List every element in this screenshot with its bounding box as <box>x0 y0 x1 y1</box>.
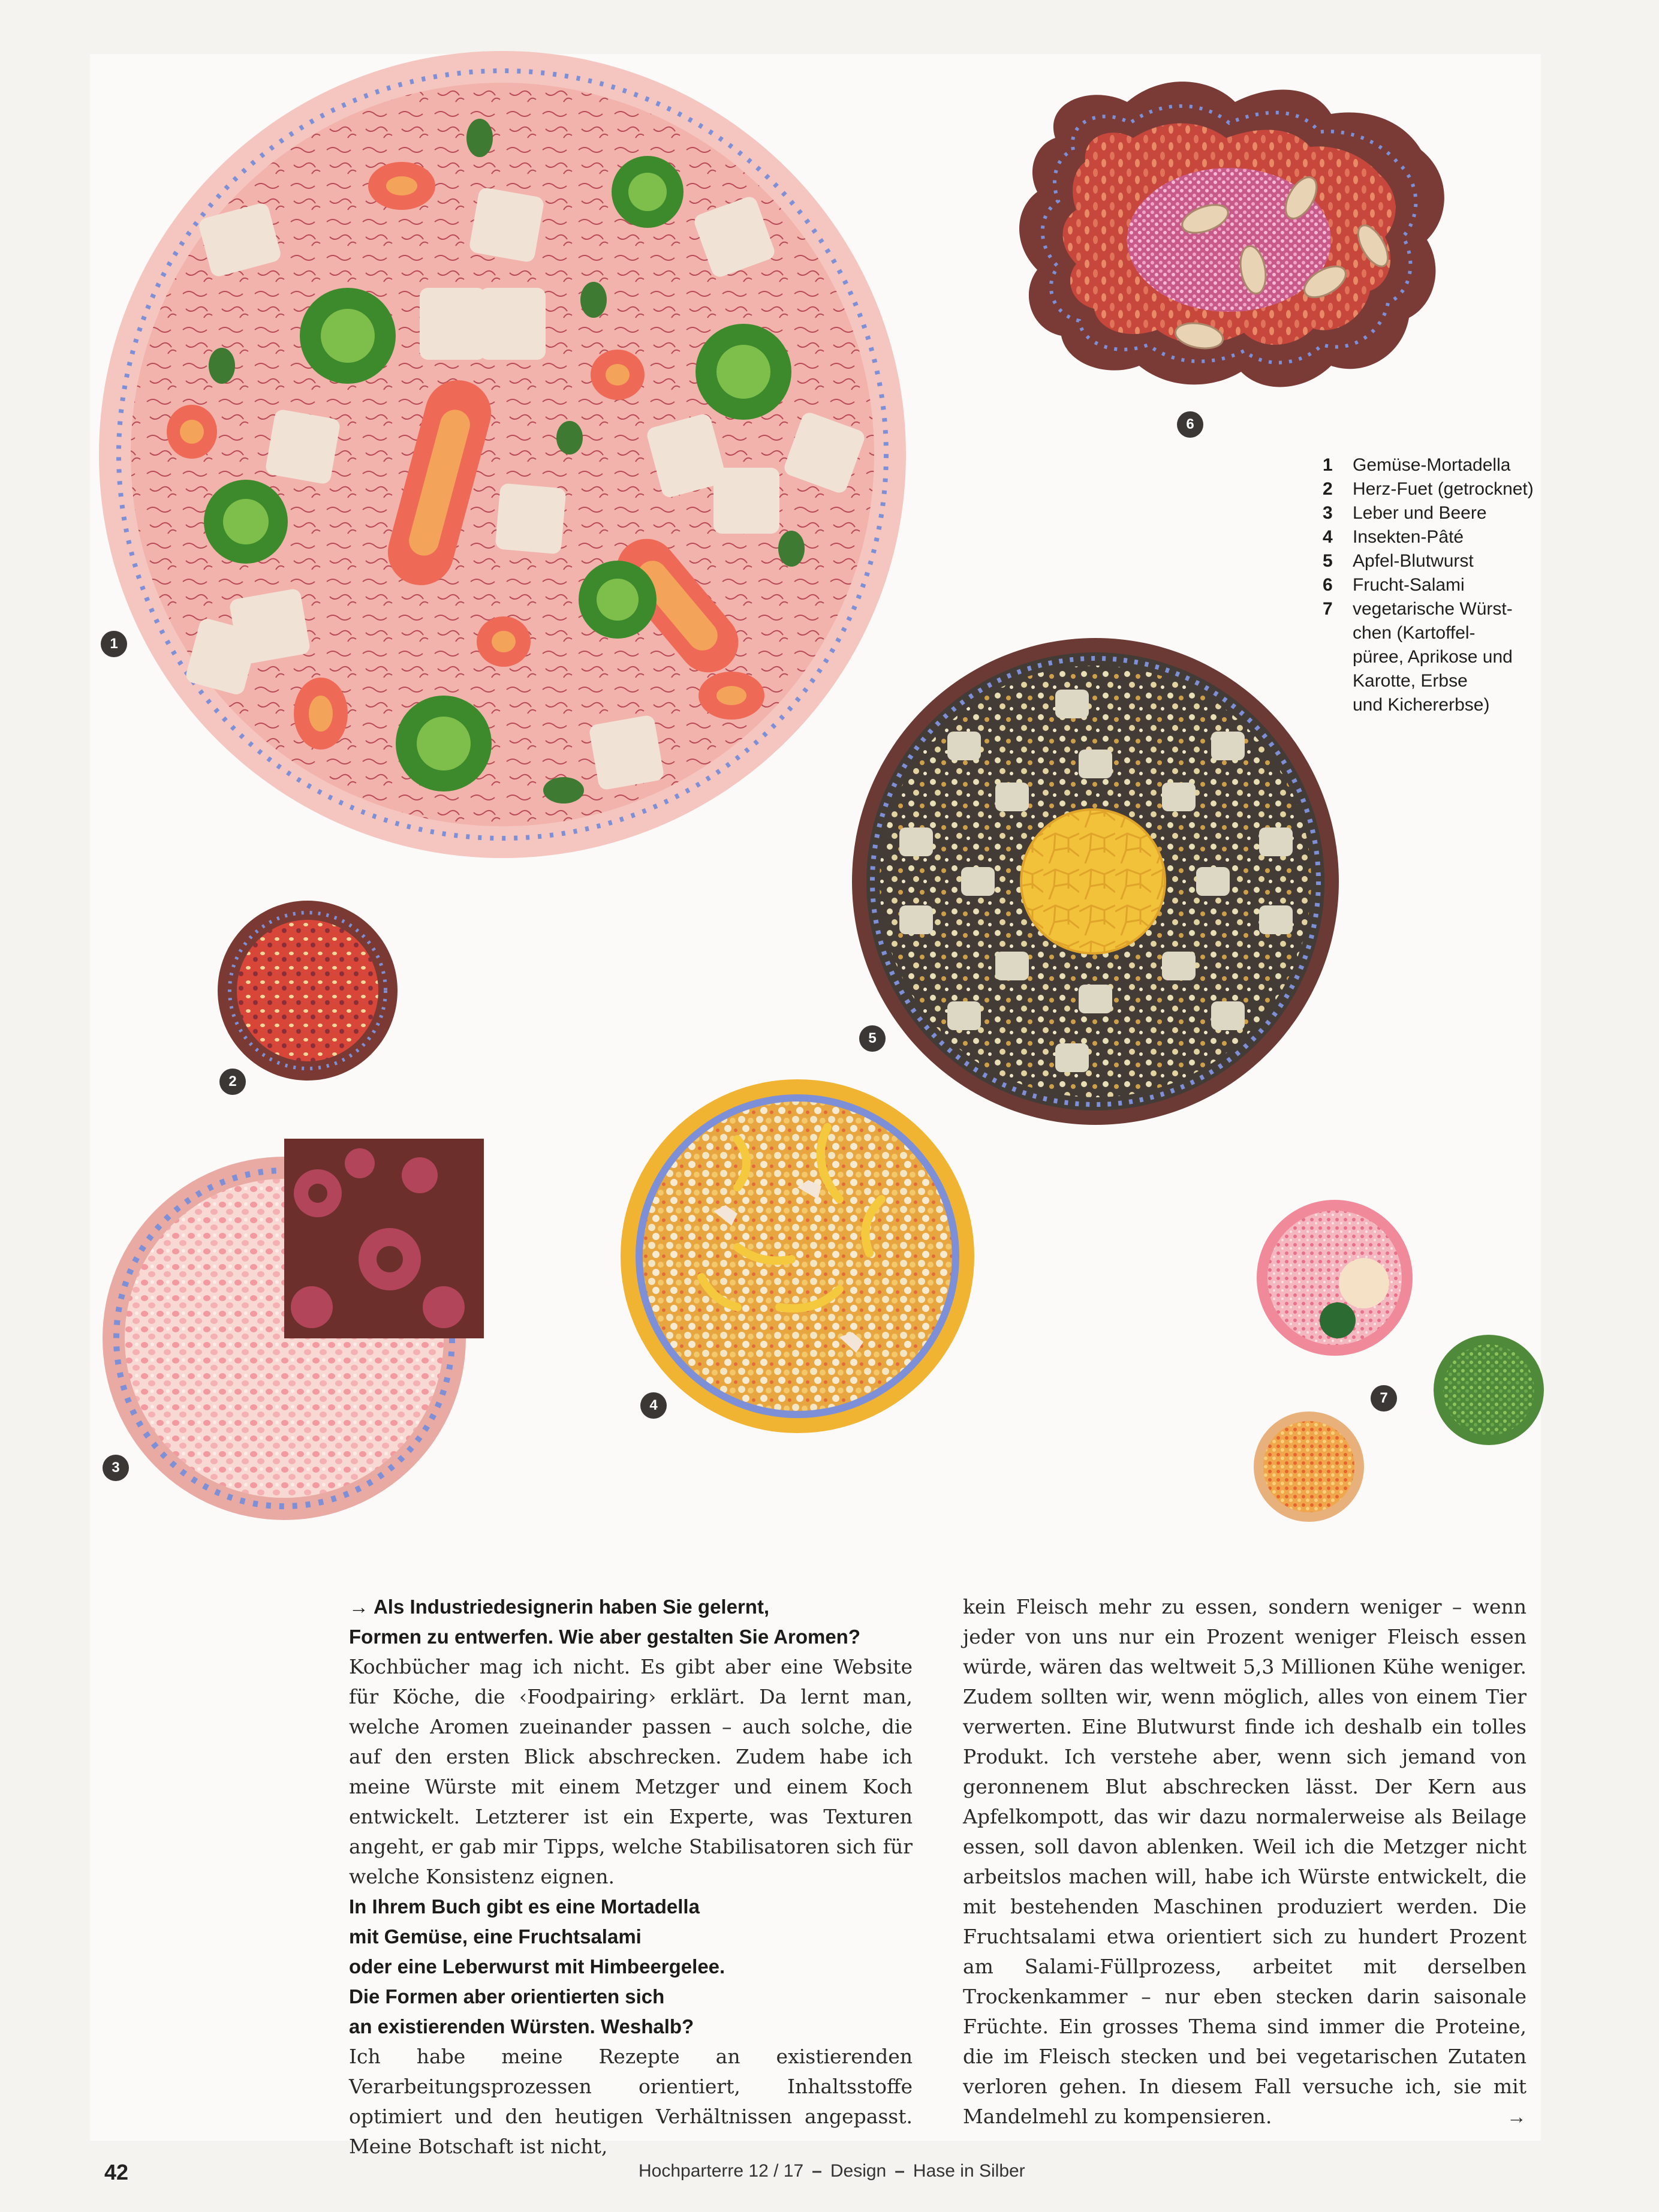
answer-2-continued: kein Fleisch mehr zu essen, sondern weniger – wenn jeder von uns nur ein Prozent weniger Fleisch essen würde, wären das weltweit 5,3 Millionen Kühe weniger. Zudem sollten wir, wenn möglich, alles von einem Tier verwerten. Eine Blutwurst finde ich deshalb ein tolles Produkt. Ich verstehe aber, wenn sich jemand von geronnenem Blut abschrecken lässt. Der Kern aus Apfelkompott, das wir dazu normalerweise als Beilage essen, soll davon ablenken. Weil ich die Metzger nicht arbeitslos machen will, habe ich Würste entwickelt, die mit bestehenden Maschinen produziert werden. Die Fruchtsalami etwa orientiert sich zu hundert Prozent am Salami-Füllprozess, arbeitet mit derselben Trockenkammer – nur eben stecken darin saisonale Früchte. Ein grosses Thema sind immer die Proteine, die im Fleisch stecken und bei vegetarischen Zutaten verloren gehen. In diesem Fall versuche ich, sie mit Mandelmehl zu kompensieren. <box>963 1595 1526 2128</box>
marker-3: 3 <box>103 1455 129 1481</box>
legend-number: 6 <box>1323 575 1333 595</box>
legend-number: 7 <box>1323 599 1333 619</box>
article-column-left <box>349 1592 913 2162</box>
legend-item <box>1323 453 1574 477</box>
legend-item <box>1323 549 1574 573</box>
footer-dash: – <box>812 2161 822 2181</box>
legend-label: Apfel-Blutwurst <box>1353 551 1474 571</box>
page-number: 42 <box>104 2160 129 2184</box>
legend-number: 2 <box>1323 479 1333 499</box>
legend-item <box>1323 501 1574 525</box>
legend-item <box>1323 573 1574 597</box>
footer-dash: – <box>895 2161 905 2181</box>
question-1-text: Als Industriedesignerin haben Sie gelernt, Formen zu entwerfen. Wie aber gestalten Sie Aromen? <box>349 1596 860 1648</box>
arrow-icon: → <box>349 1596 369 1618</box>
marker-2: 2 <box>219 1069 246 1095</box>
legend-item <box>1323 597 1574 717</box>
marker-4: 4 <box>640 1392 667 1419</box>
frucht-salami-illustration <box>1019 82 1444 387</box>
legend-label: Herz-Fuet (getrocknet) <box>1353 479 1534 499</box>
legend-number: 4 <box>1323 527 1333 547</box>
legend-number: 1 <box>1323 455 1333 475</box>
legend-item <box>1323 477 1574 501</box>
section-name: Design <box>830 2161 887 2181</box>
magazine-issue: Hochparterre 12 / 17 <box>639 2161 804 2181</box>
legend-item <box>1323 525 1574 549</box>
insekten-pate-illustration <box>621 1079 974 1433</box>
legend-number: 5 <box>1323 551 1333 571</box>
legend <box>1323 453 1574 717</box>
article-column-right <box>963 1592 1526 2132</box>
answer-2: Ich habe meine Rezepte an existierenden Verarbeitungsprozessen orientiert, Inhaltsstoffe optimiert und den heutigen Verhältnissen angepasst. Meine Botschaft ist nicht, <box>349 2045 913 2158</box>
legend-number: 3 <box>1323 503 1333 523</box>
question-2: In Ihrem Buch gibt es eine Mortadella mit Gemüse, eine Fruchtsalami oder eine Leberwurst mit Himbeergelee. Die Formen aber orientierten sich an existierenden Würsten. Weshalb? <box>349 1895 725 2038</box>
marker-6: 6 <box>1177 411 1203 438</box>
continue-arrow-icon: → <box>1507 2105 1526 2127</box>
legend-label: Gemüse-Mortadella <box>1353 455 1511 475</box>
marker-7: 7 <box>1371 1385 1397 1412</box>
vegetarische-wuerstchen-illustration <box>1254 1200 1544 1522</box>
marker-1: 1 <box>101 631 127 657</box>
legend-label: Insekten-Pâté <box>1353 527 1464 547</box>
running-footer <box>639 2161 1025 2181</box>
article-title: Hase in Silber <box>913 2161 1025 2181</box>
mortadella-illustration <box>99 51 906 858</box>
apfel-blutwurst-illustration <box>852 638 1339 1125</box>
question-1 <box>349 1592 913 1652</box>
marker-5: 5 <box>859 1025 886 1052</box>
legend-label: Frucht-Salami <box>1353 575 1465 595</box>
legend-label: Leber und Beere <box>1353 503 1487 523</box>
legend-label: vegetarische Würst- chen (Kartoffel- püree, Aprikose und Karotte, Erbse und Kichererbse) <box>1353 599 1513 715</box>
answer-1: Kochbücher mag ich nicht. Es gibt aber eine Website für Köche, die ‹Foodpairing› erklärt. Da lernt man, welche Aromen zueinander passen – auch solche, die auf den ersten Blick abschrecken. Zudem habe ich meine Würste mit einem Metzger und einem Koch entwickelt. Letzterer ist ein Experte, was Texturen angeht, er gab mir Tipps, welche Stabilisatoren sich für welche Konsistenz eignen. <box>349 1655 913 1888</box>
herz-fuet-illustration <box>218 901 398 1081</box>
leber-und-beere-illustration <box>103 1139 484 1520</box>
